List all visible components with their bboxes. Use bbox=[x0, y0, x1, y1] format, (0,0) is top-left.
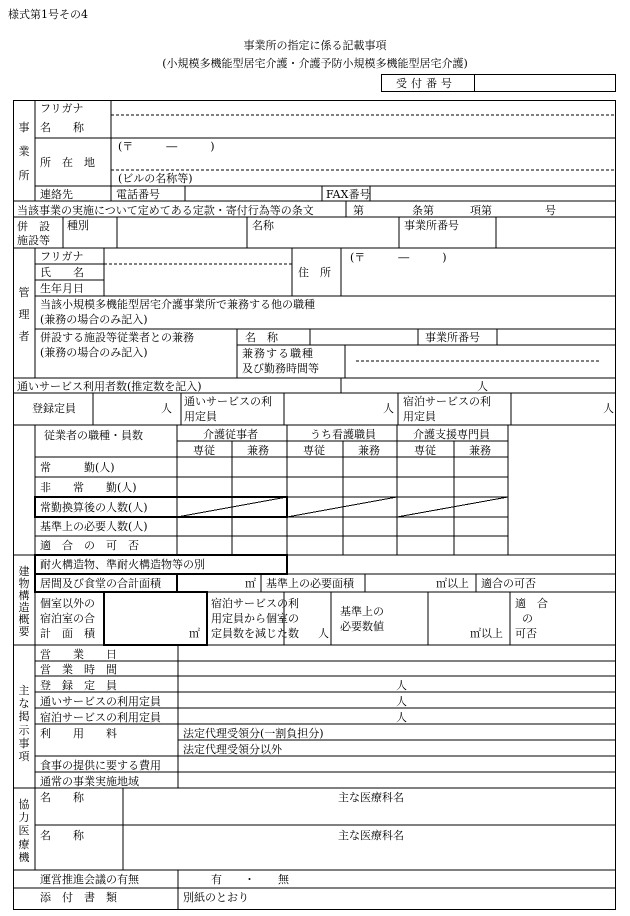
staff-row-required: 基準上の必要人数(人) bbox=[40, 520, 148, 533]
meeting-label: 運営推進会議の有無 bbox=[40, 873, 139, 886]
articles-jou: 条第 bbox=[412, 204, 434, 217]
manager-dual-type-field[interactable] bbox=[358, 347, 598, 361]
staff-header: 従業者の職種・員数 bbox=[44, 429, 143, 442]
adjacent-name-label: 名称 bbox=[252, 219, 274, 232]
office-phone-label: 電話番号 bbox=[116, 188, 160, 201]
manager-dual-name-label: 名 称 bbox=[245, 331, 278, 344]
notice-area: 通常の事業実施地域 bbox=[40, 775, 139, 788]
required-value-label-1: 基準上の bbox=[340, 605, 384, 618]
manager-adjacent-duty-note: (兼務の場合のみ記入) bbox=[40, 346, 148, 359]
manager-dual-type-label: 兼務する職種 bbox=[242, 347, 314, 360]
required-area-unit: ㎡以上 bbox=[436, 577, 469, 590]
office-section-label: 事業所 bbox=[18, 121, 30, 183]
articles-dai: 第 bbox=[353, 204, 364, 217]
notice-meal: 食事の提供に要する費用 bbox=[40, 759, 161, 772]
living-area-label: 居間及び食堂の合計面積 bbox=[40, 577, 161, 590]
day-cap-label-2: 用定員 bbox=[184, 410, 217, 423]
building-fireproof-label: 耐火構造物、準耐火構造物等の別 bbox=[40, 558, 205, 571]
notice-fee-2: 法定代理受領分以外 bbox=[183, 743, 282, 756]
medical-dept-label-1: 主な医療科名 bbox=[338, 791, 404, 804]
staff-mgr-dual: 兼務 bbox=[469, 444, 491, 457]
office-fax-label: FAX番号 bbox=[326, 188, 371, 201]
medical-dept-label-2: 主な医療科名 bbox=[338, 829, 404, 842]
staff-row-fulltime: 常 勤(人) bbox=[40, 461, 115, 474]
staff-mgr-full: 専従 bbox=[414, 444, 436, 457]
living-area-unit: ㎡ bbox=[245, 577, 256, 590]
document-subtitle: (小規模多機能型居宅介護・介護予防小規模多機能型居宅介護) bbox=[162, 57, 468, 70]
manager-furigana-label: フリガナ bbox=[40, 250, 84, 263]
attachment-value: 別紙のとおり bbox=[183, 891, 249, 904]
staff-col-nurse: うち看護職員 bbox=[310, 428, 376, 441]
stay-cap-label-1: 宿泊サービスの利 bbox=[403, 395, 491, 408]
meeting-no-option[interactable]: 無 bbox=[278, 873, 289, 886]
medical-name-label-1: 名 称 bbox=[40, 791, 84, 804]
notice-business-days: 営 業 日 bbox=[40, 648, 117, 661]
office-furigana-field[interactable] bbox=[113, 101, 613, 115]
office-address-field[interactable] bbox=[113, 154, 613, 168]
room-fit-label-1: 適 合 bbox=[515, 597, 548, 610]
office-postal: (〒 ― ) bbox=[118, 140, 215, 153]
medical-name-label-2: 名 称 bbox=[40, 829, 84, 842]
notice-day-cap-unit: 人 bbox=[396, 695, 407, 708]
staff-row-fit: 適 合 の 可 否 bbox=[40, 539, 139, 552]
office-name-label: 名 称 bbox=[40, 121, 84, 134]
adjacent-type-label: 種別 bbox=[67, 219, 89, 232]
manager-other-role-label: 当該小規模多機能型居宅介護事業所で兼務する他の職種 bbox=[40, 298, 315, 311]
notice-fee: 利 用 料 bbox=[40, 727, 117, 740]
office-phone-field[interactable] bbox=[187, 187, 319, 201]
registered-cap-unit: 人 bbox=[161, 402, 172, 415]
manager-dual-office-no-label: 事業所番号 bbox=[425, 331, 480, 344]
manager-postal: (〒 ― ) bbox=[350, 251, 447, 264]
office-building: (ビルの名称等) bbox=[118, 172, 193, 185]
staff-care-full: 専従 bbox=[193, 444, 215, 457]
staff-row-parttime: 非 常 勤(人) bbox=[40, 481, 137, 494]
required-value-label-2: 必要数値 bbox=[340, 620, 384, 633]
building-section-label: 建物構造概要 bbox=[18, 565, 30, 639]
articles-kou: 項第 bbox=[470, 204, 492, 217]
document-title: 事業所の指定に係る記載事項 bbox=[243, 39, 387, 52]
staff-col-care: 介護従事者 bbox=[203, 428, 258, 441]
reception-label: 受付番号 bbox=[396, 77, 456, 90]
notice-fee-1: 法定代理受領分(一割負担分) bbox=[183, 727, 324, 740]
registered-cap-label: 登録定員 bbox=[32, 402, 76, 415]
office-name-field[interactable] bbox=[113, 119, 613, 133]
stay-cap-unit: 人 bbox=[603, 402, 614, 415]
required-value-unit: ㎡以上 bbox=[470, 627, 503, 640]
staff-nurse-full: 専従 bbox=[303, 444, 325, 457]
room-fit-label-2: の bbox=[522, 612, 533, 625]
day-cap-label-1: 通いサービスの利 bbox=[184, 395, 272, 408]
private-room-label-2: 宿泊室の合 bbox=[40, 612, 95, 625]
adjacent-label: 併 設 施設等 bbox=[17, 220, 50, 248]
room-fit-label-3: 可否 bbox=[515, 627, 537, 640]
manager-section-label: 管理者 bbox=[18, 286, 30, 343]
office-fax-field[interactable] bbox=[372, 187, 612, 201]
manager-adjacent-duty-label: 併設する施設等従業者との兼務 bbox=[40, 331, 194, 344]
form-number: 様式第1号その4 bbox=[8, 8, 88, 21]
office-contact-label: 連絡先 bbox=[40, 188, 73, 201]
manager-birth-field[interactable] bbox=[106, 282, 289, 296]
staff-col-manager: 介護支援専門員 bbox=[413, 428, 490, 441]
stay-cap-label-2: 用定員 bbox=[403, 410, 436, 423]
notices-section-label: 主な掲示事項 bbox=[18, 684, 30, 763]
office-address-label: 所 在 地 bbox=[40, 156, 95, 169]
adjacent-office-no-field[interactable] bbox=[498, 222, 612, 236]
attachment-label: 添 付 書 類 bbox=[40, 891, 117, 904]
stay-minus-unit: 人 bbox=[318, 627, 329, 640]
manager-other-role-note: (兼務の場合のみ記入) bbox=[40, 313, 148, 326]
adjacent-office-no-label: 事業所番号 bbox=[404, 219, 459, 232]
notice-business-hours: 営 業 時 間 bbox=[40, 663, 117, 676]
notice-stay-cap: 宿泊サービスの利用定員 bbox=[40, 711, 161, 724]
manager-address-label: 住 所 bbox=[298, 266, 331, 279]
users-unit: 人 bbox=[477, 380, 488, 393]
stay-minus-label-3: 定員数を減じた数 bbox=[211, 627, 299, 640]
notice-stay-cap-unit: 人 bbox=[396, 711, 407, 724]
area-fit-label: 適合の可否 bbox=[481, 577, 536, 590]
staff-nurse-dual: 兼務 bbox=[358, 444, 380, 457]
users-count-field[interactable] bbox=[343, 380, 473, 394]
stay-minus-label-2: 用定員から個室の bbox=[211, 612, 299, 625]
articles-gou: 号 bbox=[545, 204, 556, 217]
adjacent-type-field[interactable] bbox=[119, 222, 244, 236]
staff-row-converted: 常勤換算後の人数(人) bbox=[40, 501, 148, 514]
stay-minus-label-1: 宿泊サービスの利 bbox=[211, 597, 299, 610]
articles-label: 当該事業の実施について定めてある定款・寄付行為等の条文 bbox=[17, 204, 314, 217]
medical-section-label: 協力医療機 bbox=[18, 798, 30, 864]
private-room-unit: ㎡ bbox=[189, 627, 200, 640]
users-label: 通いサービス利用者数(推定数を記入) bbox=[17, 380, 202, 393]
meeting-dot: ・ bbox=[244, 873, 255, 886]
notice-registered-cap-unit: 人 bbox=[396, 679, 407, 692]
meeting-yes-option[interactable]: 有 bbox=[211, 873, 222, 886]
manager-dual-hours-label: 及び勤務時間等 bbox=[242, 362, 319, 375]
required-area-label: 基準上の必要面積 bbox=[266, 577, 354, 590]
manager-birth-label: 生年月日 bbox=[40, 282, 84, 295]
office-furigana-label: フリガナ bbox=[40, 102, 84, 115]
notice-registered-cap: 登 録 定 員 bbox=[40, 679, 117, 692]
staff-care-dual: 兼務 bbox=[247, 444, 269, 457]
day-cap-unit: 人 bbox=[383, 402, 394, 415]
manager-name-field[interactable] bbox=[106, 266, 289, 280]
notice-day-cap: 通いサービスの利用定員 bbox=[40, 695, 161, 708]
private-room-label-3: 計 面 積 bbox=[40, 627, 95, 640]
manager-name-label: 氏 名 bbox=[40, 266, 84, 279]
private-room-label-1: 個室以外の bbox=[40, 597, 95, 610]
